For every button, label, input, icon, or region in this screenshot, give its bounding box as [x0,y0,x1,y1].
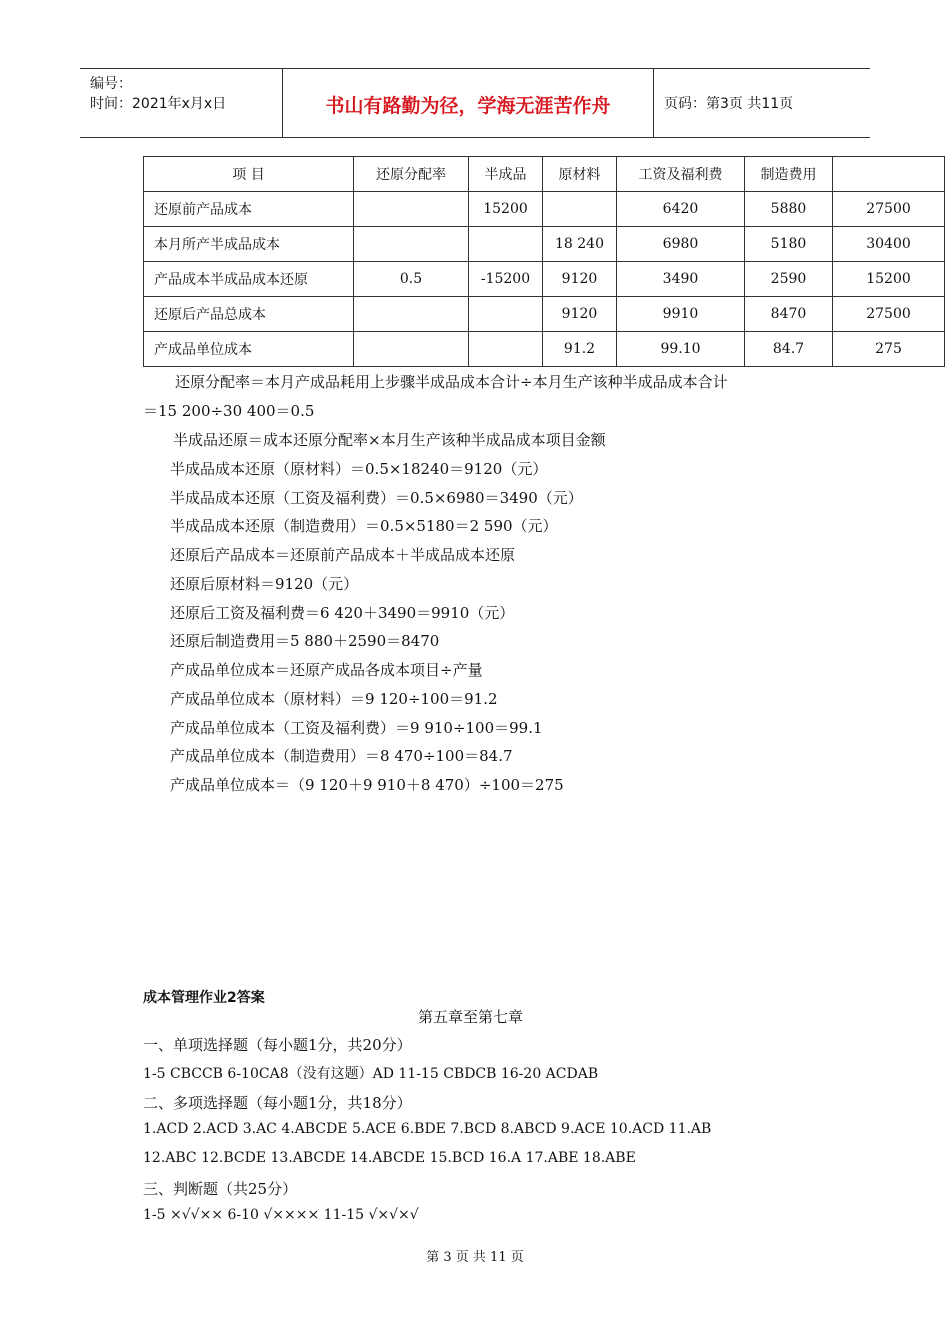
table-cell: 84.7 [745,332,833,367]
table-row [144,262,945,297]
calc-line: 产成品单位成本（工资及福利费）＝9 910÷100＝99.1 [170,719,543,737]
number-label: 编号： [90,76,132,92]
table-cell [354,332,469,367]
cost-table [143,156,945,367]
table-header-cell: 项 目 [144,157,354,192]
calc-line: 产成品单位成本＝（9 120＋9 910＋8 470）÷100＝275 [170,776,564,794]
table-cell: 8470 [745,297,833,332]
section2-answers-line1: 1.ACD 2.ACD 3.AC 4.ABCDE 5.ACE 6.BDE 7.BCD 8.ABCD 9.ACE 10.ACD 11.AB [143,1121,712,1137]
calc-line: 产成品单位成本（制造费用）＝8 470÷100＝84.7 [170,747,513,765]
motto: 书山有路勤为径，学海无涯苦作舟 [325,95,611,117]
page-footer: 第 3 页 共 11 页 [426,1250,524,1265]
table-cell: 27500 [833,192,945,227]
table-cell: 3490 [617,262,745,297]
row-label: 还原后产品总成本 [144,297,354,332]
calc-line: 还原后产品成本＝还原前产品成本＋半成品成本还原 [170,546,516,564]
section1-title: 一、单项选择题（每小题1分，共20分） [143,1036,412,1054]
calc-line: 半成品成本还原（制造费用）＝0.5×5180＝2 590（元） [170,517,558,535]
table-cell: 9120 [543,262,617,297]
page-header [80,68,870,138]
section2-title: 二、多项选择题（每小题1分，共18分） [143,1094,412,1112]
table-cell [354,192,469,227]
time-label: 时间：2021年x月x日 [90,96,227,112]
table-cell [354,227,469,262]
table-cell [543,192,617,227]
table-cell: 2590 [745,262,833,297]
calc-line: 还原后制造费用＝5 880＋2590＝8470 [170,632,440,650]
table-row [144,332,945,367]
page-label: 页码：第3页 共11页 [664,96,794,112]
row-label: 产品成本半成品成本还原 [144,262,354,297]
table-header-cell: 原材料 [543,157,617,192]
table-header-cell: 还原分配率 [354,157,469,192]
table-cell: 275 [833,332,945,367]
answers-title: 成本管理作业2答案 [143,990,265,1006]
section3-title: 三、判断题（共25分） [143,1180,298,1198]
table-cell [469,332,543,367]
calc-line: 半成品还原＝成本还原分配率×本月生产该种半成品成本项目金额 [173,431,606,449]
table-cell: 18 240 [543,227,617,262]
calc-line: 还原后原材料＝9120（元） [170,575,359,593]
table-cell: 27500 [833,297,945,332]
section3-answers: 1-5 ×√√×× 6-10 √×××× 11-15 √×√×√ [143,1207,419,1223]
table-cell: 0.5 [354,262,469,297]
table-row [144,297,945,332]
row-label: 本月所产半成品成本 [144,227,354,262]
calc-line: 还原后工资及福利费＝6 420＋3490＝9910（元） [170,604,515,622]
table-cell: 6420 [617,192,745,227]
table-cell [354,297,469,332]
table-header-cell: 半成品 [469,157,543,192]
table-cell: 15200 [469,192,543,227]
table-cell: -15200 [469,262,543,297]
table-cell [469,297,543,332]
table-cell: 30400 [833,227,945,262]
calc-line: 产成品单位成本＝还原产成品各成本项目÷产量 [170,661,483,679]
table-cell: 15200 [833,262,945,297]
table-header-cell [833,157,945,192]
header-info-cell [80,69,283,137]
table-header-row [144,157,945,192]
table-header-cell: 制造费用 [745,157,833,192]
section1-answers: 1-5 CBCCB 6-10CA8（没有这题）AD 11-15 CBDCB 16-20 ACDAB [143,1066,599,1082]
table-cell [469,227,543,262]
calc-line: 还原分配率＝本月产成品耗用上步骤半成品成本合计÷本月生产该种半成品成本合计 [175,373,728,391]
row-label: 产成品单位成本 [144,332,354,367]
table-row [144,192,945,227]
table-cell: 5180 [745,227,833,262]
table-cell: 9120 [543,297,617,332]
table-row [144,227,945,262]
calc-line: ＝15 200÷30 400＝0.5 [143,402,315,420]
table-cell: 6980 [617,227,745,262]
table-cell: 99.10 [617,332,745,367]
table-header-cell: 工资及福利费 [617,157,745,192]
answers-subtitle: 第五章至第七章 [418,1008,524,1026]
table-cell: 91.2 [543,332,617,367]
header-motto-cell [283,69,654,137]
table-cell: 5880 [745,192,833,227]
row-label: 还原前产品成本 [144,192,354,227]
calc-line: 半成品成本还原（原材料）＝0.5×18240＝9120（元） [170,460,548,478]
section2-answers-line2: 12.ABC 12.BCDE 13.ABCDE 14.ABCDE 15.BCD 16.A 17.ABE 18.ABE [143,1150,636,1166]
table-cell: 9910 [617,297,745,332]
calc-line: 产成品单位成本（原材料）＝9 120÷100＝91.2 [170,690,498,708]
calc-line: 半成品成本还原（工资及福利费）＝0.5×6980＝3490（元） [170,489,583,507]
